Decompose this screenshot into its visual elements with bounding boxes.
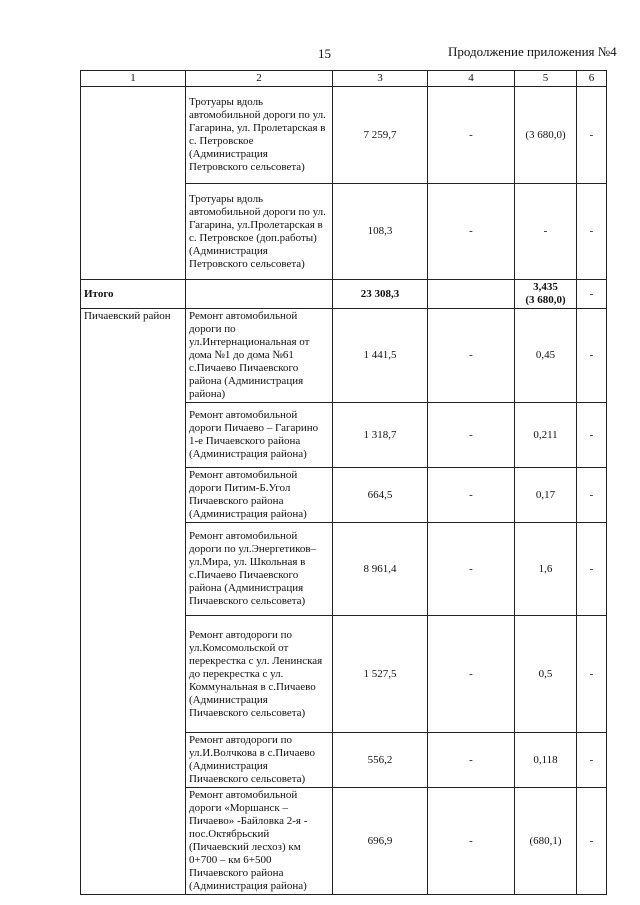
col4-cell bbox=[428, 280, 515, 309]
amount-cell: 556,2 bbox=[333, 733, 428, 788]
column-header: 5 bbox=[515, 71, 577, 87]
district-cell: Пичаевский район bbox=[81, 309, 186, 895]
col4-cell: - bbox=[428, 87, 515, 184]
column-header: 1 bbox=[81, 71, 186, 87]
col6-cell: - bbox=[577, 403, 607, 468]
col4-cell: - bbox=[428, 523, 515, 616]
total-amount: 23 308,3 bbox=[333, 280, 428, 309]
col6-cell: - bbox=[577, 184, 607, 280]
col4-cell: - bbox=[428, 309, 515, 403]
object-cell: Ремонт автомобильной дороги Пичаево – Гагарино 1-е Пичаевского района (Администрация района) bbox=[186, 403, 333, 468]
district-cell bbox=[81, 87, 186, 280]
col5-cell: 0,5 bbox=[515, 616, 577, 733]
amount-cell: 1 441,5 bbox=[333, 309, 428, 403]
col6-cell: - bbox=[577, 309, 607, 403]
col5-cell: (3 680,0) bbox=[515, 87, 577, 184]
col5-cell: 0,17 bbox=[515, 468, 577, 523]
col6-cell: - bbox=[577, 733, 607, 788]
amount-cell: 664,5 bbox=[333, 468, 428, 523]
amount-cell: 1 318,7 bbox=[333, 403, 428, 468]
col5-cell: - bbox=[515, 184, 577, 280]
col6-cell: - bbox=[577, 87, 607, 184]
amount-cell: 8 961,4 bbox=[333, 523, 428, 616]
col4-cell: - bbox=[428, 184, 515, 280]
amount-cell: 108,3 bbox=[333, 184, 428, 280]
column-header: 4 bbox=[428, 71, 515, 87]
col5-cell: 1,6 bbox=[515, 523, 577, 616]
col4-cell: - bbox=[428, 788, 515, 895]
column-header: 2 bbox=[186, 71, 333, 87]
column-header: 3 bbox=[333, 71, 428, 87]
object-cell: Ремонт автомобильной дороги «Моршанск – Пичаево» -Байловка 2-я - пос.Октябрьский (Пичаевский лесхоз) км 0+700 – км 6+500 Пичаевского района (Администрация района) bbox=[186, 788, 333, 895]
col6-cell: - bbox=[577, 616, 607, 733]
amount-cell: 696,9 bbox=[333, 788, 428, 895]
continuation-title: Продолжение приложения №4 bbox=[448, 44, 617, 59]
object-cell: Ремонт автодороги по ул.И.Волчкова в с.Пичаево (Администрация Пичаевского сельсовета) bbox=[186, 733, 333, 788]
table-header-row bbox=[81, 71, 607, 87]
total-col5 bbox=[515, 280, 577, 309]
total-label: Итого bbox=[81, 280, 186, 309]
object-cell: Ремонт автомобильной дороги по ул.Энергетиков–ул.Мира, ул. Школьная в с.Пичаево Пичаевского района (Администрация Пичаевского сельсовета) bbox=[186, 523, 333, 616]
col6-cell: - bbox=[577, 523, 607, 616]
total-col5-paren: (3 680,0) bbox=[525, 294, 566, 306]
object-cell: Тротуары вдоль автомобильной дороги по ул. Гагарина, ул.Пролетарская в с. Петровское (доп.работы) (Администрация Петровского сельсовета) bbox=[186, 184, 333, 280]
object-cell: Ремонт автомобильной дороги Питим-Б.Угол Пичаевского района (Администрация района) bbox=[186, 468, 333, 523]
amount-cell: 1 527,5 bbox=[333, 616, 428, 733]
object-cell: Ремонт автомобильной дороги по ул.Интернациональная от дома №1 до дома №61 с.Пичаево Пичаевского района (Администрация района) bbox=[186, 309, 333, 403]
col6-cell: - bbox=[577, 468, 607, 523]
col5-cell: 0,211 bbox=[515, 403, 577, 468]
col4-cell: - bbox=[428, 616, 515, 733]
col5-cell: (680,1) bbox=[515, 788, 577, 895]
object-cell: Ремонт автодороги по ул.Комсомольской от перекрестка с ул. Ленинская до перекрестка с ул. Коммунальная в с.Пичаево (Администрация Пичаевского сельсовета) bbox=[186, 616, 333, 733]
col5-cell: 0,45 bbox=[515, 309, 577, 403]
col6-cell: - bbox=[577, 788, 607, 895]
col4-cell: - bbox=[428, 468, 515, 523]
total-row bbox=[81, 280, 607, 309]
col5-cell: 0,118 bbox=[515, 733, 577, 788]
object-cell bbox=[186, 280, 333, 309]
data-table bbox=[80, 70, 607, 895]
col4-cell: - bbox=[428, 403, 515, 468]
total-col5-value: 3,435 bbox=[533, 281, 558, 293]
col6-cell: - bbox=[577, 280, 607, 309]
table-row bbox=[81, 309, 607, 403]
table-row bbox=[81, 87, 607, 184]
amount-cell: 7 259,7 bbox=[333, 87, 428, 184]
page-number: 15 bbox=[318, 46, 331, 61]
column-header: 6 bbox=[577, 71, 607, 87]
col4-cell: - bbox=[428, 733, 515, 788]
object-cell: Тротуары вдоль автомобильной дороги по ул. Гагарина, ул. Пролетарская в с. Петровское (Администрация Петровского сельсовета) bbox=[186, 87, 333, 184]
